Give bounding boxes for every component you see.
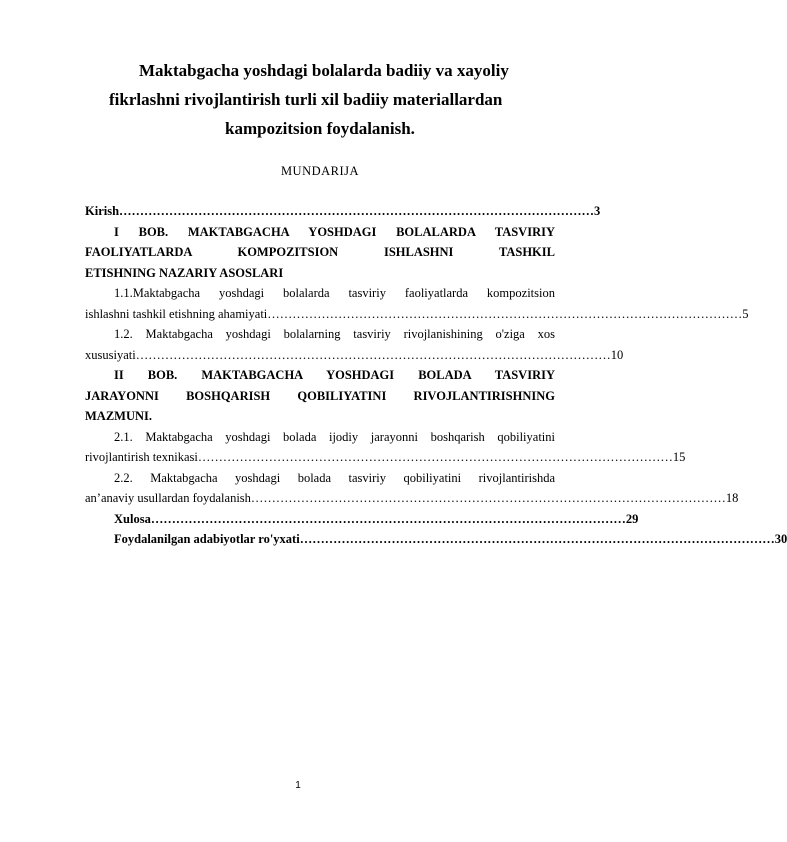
toc-entry-2-2 xyxy=(85,468,739,509)
toc-page-number: 15 xyxy=(672,450,686,464)
document-title xyxy=(85,56,555,143)
toc-page-number: 5 xyxy=(742,306,749,321)
toc-entry-label: Xulosa xyxy=(114,511,151,526)
entry-2-1-line-1: 2.1. Maktabgacha yoshdagi bolada ijodiy jarayonni boshqarish qobiliyatini xyxy=(114,429,555,444)
toc-leader-dots: …………………………………………………………………………………………………… xyxy=(135,347,611,362)
table-of-contents xyxy=(85,201,787,550)
toc-leader-dots: …………………………………………………………………………………………………… xyxy=(119,204,595,218)
toc-leader-dots: …………………………………………………………………………………………………… xyxy=(150,511,626,526)
chapter-1-line-2: FAOLIYATLARDA KOMPOZITSION ISHLASHNI TASHKIL xyxy=(85,245,555,259)
chapter-1-line-3: ETISHNING NAZARIY ASOSLARI xyxy=(85,265,284,280)
chapter-2-line-1: II BOB. MAKTABGACHA YOSHDAGI BOLADA TASVIRIY xyxy=(114,368,555,382)
entry-1-2-line-1: 1.2. Maktabgacha yoshdagi bolalarning tasviriy rivojlanishining o'ziga xos xyxy=(114,327,555,341)
toc-chapter-2 xyxy=(85,365,555,427)
toc-entry-2-1 xyxy=(85,427,686,468)
entry-1-1-line-1: 1.1.Maktabgacha yoshdagi bolalarda tasviriy faoliyatlarda kompozitsion xyxy=(114,286,555,300)
toc-page-number: 29 xyxy=(625,511,639,526)
toc-entry-references xyxy=(85,529,787,550)
chapter-1-line-1: I BOB. MAKTABGACHA YOSHDAGI BOLALARDA TASVIRIY xyxy=(114,224,555,239)
entry-2-2-line-2: an’anaviy usullardan foydalanish xyxy=(85,491,251,505)
toc-page-number: 30 xyxy=(774,532,787,546)
toc-leader-dots: …………………………………………………………………………………………………… xyxy=(267,306,743,321)
toc-entry-label: Foydalanilgan adabiyotlar ro'yxati xyxy=(114,532,300,546)
title-line-3: kampozitsion foydalanish. xyxy=(225,119,415,138)
title-line-2: fikrlashni rivojlantirish turli xil badiiy materiallardan xyxy=(109,90,503,109)
entry-2-2-line-1: 2.2. Maktabgacha yoshdagi bolada tasviriy qobiliyatini rivojlantirishda xyxy=(114,470,555,485)
toc-leader-dots: …………………………………………………………………………………………………… xyxy=(250,491,726,505)
toc-leader-dots: …………………………………………………………………………………………………… xyxy=(197,450,673,464)
entry-2-1-line-2: rivojlantirish texnikasi xyxy=(85,450,198,464)
toc-heading: MUNDARIJA xyxy=(280,164,360,178)
entry-1-2-line-2: xususiyati xyxy=(85,347,136,362)
toc-entry-1-1 xyxy=(85,283,749,324)
chapter-2-line-2: JARAYONNI BOSHQARISH QOBILIYATINI RIVOJLANTIRISHNING xyxy=(85,388,555,403)
page-number: 1 xyxy=(295,780,301,791)
toc-chapter-1 xyxy=(85,222,555,284)
entry-1-1-line-2: ishlashni tashkil etishning ahamiyati xyxy=(85,306,268,321)
toc-entry-conclusion xyxy=(85,509,639,530)
toc-entry-1-2 xyxy=(85,324,624,365)
toc-page-number: 3 xyxy=(594,204,601,218)
toc-entry-label: Kirish xyxy=(85,204,120,218)
title-line-1: Maktabgacha yoshdagi bolalarda badiiy va xayoliy xyxy=(139,61,509,80)
toc-leader-dots: …………………………………………………………………………………………………… xyxy=(299,532,775,546)
toc-entry-intro xyxy=(85,201,601,222)
toc-page-number: 10 xyxy=(610,347,624,362)
toc-page-number: 18 xyxy=(725,491,739,505)
chapter-2-line-3: MAZMUNI. xyxy=(85,409,153,423)
